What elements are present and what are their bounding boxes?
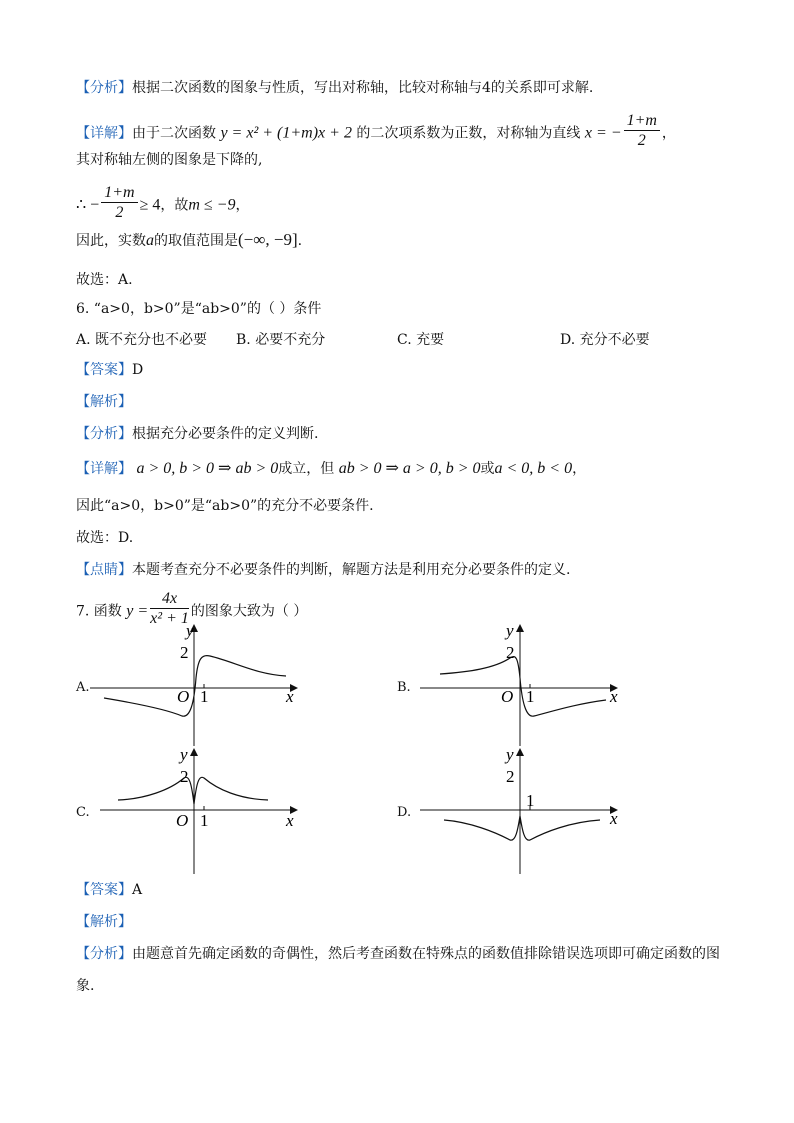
q6-comment: [76, 560, 570, 580]
y-label: y: [506, 745, 514, 764]
ineq-pre: ∴ −: [76, 196, 100, 214]
option-text: 必要不充分: [255, 332, 326, 348]
graph-a: [90, 618, 310, 746]
detail-implication-1: a > 0, b > 0 ⇒ ab > 0: [136, 460, 279, 477]
one-label: 1: [200, 687, 209, 706]
x-label: x: [610, 809, 618, 828]
q5-line3: [76, 150, 262, 170]
stem-numerator: 4x: [150, 590, 189, 609]
option-text: 充分不必要: [579, 332, 650, 348]
analysis-text-cont: 象.: [76, 978, 95, 994]
two-label: 2: [506, 643, 515, 662]
analysis-tag: 【分析】: [76, 946, 132, 962]
one-label: 1: [526, 687, 535, 706]
axis-tail: ，: [661, 125, 676, 142]
detail-mid: 的二次项系数为正数，对称轴为直线: [356, 125, 581, 142]
ineq-mid: ，故: [160, 197, 189, 214]
option-label: A.: [76, 332, 91, 348]
two-label: 2: [506, 767, 515, 786]
q6-explain-tag: [76, 392, 132, 412]
q6-detail: [76, 459, 586, 479]
option-label: C.: [397, 332, 412, 348]
option-text: 充要: [416, 332, 445, 348]
detail-implication-2: ab > 0 ⇒ a > 0, b > 0: [338, 460, 481, 477]
x-label: x: [610, 687, 618, 706]
detail-connector: 成立，但: [278, 461, 335, 477]
origin-label: O: [177, 687, 190, 706]
curve: [118, 777, 268, 804]
axis-fraction: [624, 112, 660, 151]
choice-text: 故选：D.: [76, 530, 134, 546]
two-label: 2: [180, 643, 189, 662]
q6-option-c: [397, 330, 444, 350]
analysis-text: 根据二次函数的图象与性质，写出对称轴，比较对称轴与4的关系即可求解.: [132, 80, 594, 96]
range-pre: 因此，实数: [76, 233, 146, 249]
comment-tag: 【点睛】: [76, 562, 132, 578]
graph-d: [410, 744, 630, 874]
ineq-fraction: [101, 184, 137, 223]
q6-stem: [76, 299, 321, 319]
y-label: y: [180, 745, 188, 764]
curve: [104, 656, 286, 717]
analysis-tag: 【分析】: [76, 426, 132, 442]
detail-tail: ，: [572, 461, 587, 477]
comment-text: 本题考查充分不必要条件的判断，解题方法是利用充分必要条件的定义.: [132, 562, 571, 578]
detail-alternative: a < 0, b < 0: [494, 460, 573, 477]
answer-tag: 【答案】: [76, 362, 132, 378]
explain-tag: 【解析】: [76, 914, 132, 930]
detail-pre: 由于二次函数: [132, 125, 216, 142]
graph-b-label: B.: [397, 680, 411, 695]
answer-value: A: [132, 882, 143, 898]
q6-analysis: [76, 424, 318, 444]
curve: [440, 657, 606, 717]
conclusion-text: 因此“a>0，b>0”是“ab>0”的充分不必要条件.: [76, 498, 374, 514]
axis-lhs: x = −: [584, 124, 622, 142]
q6-conclusion: [76, 496, 374, 516]
ineq-result: m ≤ −9: [188, 196, 236, 214]
q5-range-line: [76, 230, 302, 251]
x-label: x: [286, 811, 294, 830]
q7-analysis-cont: [76, 976, 94, 996]
q6-answer: [76, 360, 143, 380]
choice-text: 故选：A.: [76, 272, 133, 288]
x-label: x: [286, 687, 294, 706]
ineq-tail: ，: [235, 197, 250, 214]
graph-d-label: D.: [397, 805, 412, 820]
analysis-text: 根据充分必要条件的定义判断.: [132, 426, 319, 442]
analysis-tag: 【分析】: [76, 80, 132, 96]
stem-pre: 7. 函数: [76, 603, 122, 620]
option-label: D.: [560, 332, 576, 348]
graph-b: [410, 618, 630, 746]
q6-option-a: [76, 330, 207, 350]
range-value: (−∞, −9]: [238, 230, 298, 249]
axis-numerator: 1+m: [624, 112, 660, 131]
q5-detail-line: [76, 114, 676, 153]
origin-label: O: [176, 811, 189, 830]
y-label: y: [186, 621, 194, 640]
graph-a-label: A.: [76, 680, 90, 695]
stem-denominator: x² + 1: [150, 610, 189, 627]
ineq-rel: ≥ 4: [139, 196, 161, 214]
range-mid: 的取值范围是: [154, 233, 238, 249]
curve: [444, 816, 600, 840]
stem-post: 的图象大致为（ ）: [190, 603, 308, 620]
graph-c: [90, 744, 310, 874]
range-var: a: [146, 232, 154, 249]
graph-c-label: C.: [76, 805, 90, 820]
ineq-denominator: 2: [115, 204, 124, 221]
q7-explain-tag: [76, 912, 132, 932]
explain-tag: 【解析】: [76, 394, 132, 410]
detail-tag: 【详解】: [76, 125, 132, 142]
analysis-text: 由题意首先确定函数的奇偶性，然后考查函数在特殊点的函数值排除错误选项即可确定函数的图: [132, 946, 720, 962]
q6-option-d: [560, 330, 650, 350]
option-text: 既不充分也不必要: [95, 332, 208, 348]
option-label: B.: [236, 332, 251, 348]
detail-tag: 【详解】: [76, 461, 132, 477]
y-arrow: [190, 748, 198, 756]
y-arrow: [516, 748, 524, 756]
range-tail: .: [297, 233, 303, 249]
ineq-numerator: 1+m: [101, 184, 137, 203]
q7-answer: [76, 880, 142, 900]
y-arrow: [516, 624, 524, 632]
answer-value: D: [132, 362, 144, 378]
q6-option-b: [236, 330, 325, 350]
q5-choice: [76, 270, 133, 290]
detail-or: 或: [480, 461, 495, 477]
y-label: y: [506, 621, 514, 640]
axis-denominator: 2: [637, 132, 646, 149]
q6-choice: [76, 528, 133, 548]
one-label: 1: [526, 791, 535, 810]
q7-analysis: [76, 944, 720, 964]
answer-tag: 【答案】: [76, 882, 132, 898]
one-label: 1: [200, 811, 209, 830]
q5-analysis-line: [76, 78, 593, 98]
stem-lhs: y =: [126, 602, 149, 620]
line3-text: 其对称轴左侧的图象是下降的,: [76, 152, 263, 168]
origin-label: O: [501, 687, 514, 706]
two-label: 2: [180, 767, 189, 786]
q5-inequality-line: [76, 186, 249, 225]
q6-stem-text: 6. “a>0，b>0”是“ab>0”的（ ）条件: [76, 301, 322, 317]
quadratic-formula: y = x² + (1+m)x + 2: [220, 124, 352, 142]
